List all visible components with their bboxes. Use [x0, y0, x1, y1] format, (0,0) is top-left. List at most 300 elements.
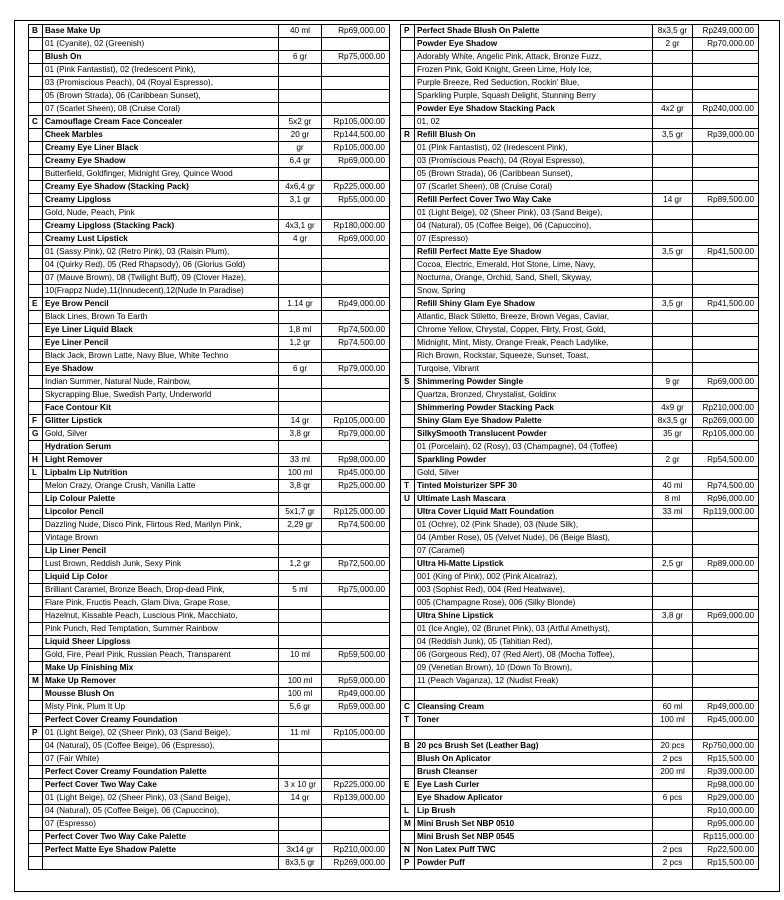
table-row	[29, 259, 390, 272]
product-price: Rp72,500.00	[322, 558, 390, 571]
table-row	[401, 766, 759, 779]
product-name: Pink Punch, Red Temptation, Summer Rainbow	[43, 623, 279, 636]
table-row	[29, 597, 390, 610]
product-size	[653, 675, 693, 688]
index-letter	[29, 506, 43, 519]
table-row	[401, 64, 759, 77]
index-letter: L	[401, 805, 415, 818]
index-letter	[401, 38, 415, 51]
product-size: 60 ml	[653, 701, 693, 714]
product-name: Black Jack, Brown Latte, Navy Blue, White Techno	[43, 350, 279, 363]
table-row	[29, 493, 390, 506]
product-name: Shimmering Powder Stacking Pack	[415, 402, 653, 415]
product-name: Glitter Lipstick	[43, 415, 279, 428]
product-size	[279, 740, 322, 753]
product-name: 01 (Cyanite), 02 (Greenish)	[43, 38, 279, 51]
index-letter	[29, 805, 43, 818]
product-size	[653, 441, 693, 454]
table-row	[29, 623, 390, 636]
product-price: Rp105,000.00	[322, 727, 390, 740]
index-letter	[401, 155, 415, 168]
product-price	[693, 532, 759, 545]
table-row	[29, 77, 390, 90]
product-name: Powder Puff	[415, 857, 653, 870]
product-price	[693, 584, 759, 597]
product-size: 4x2 gr	[653, 103, 693, 116]
product-name: Misty Pink, Plum It Up	[43, 701, 279, 714]
product-name: Lipcolor Pencil	[43, 506, 279, 519]
index-letter: B	[29, 25, 43, 38]
index-letter	[29, 181, 43, 194]
product-name: Shiny Glam Eye Shadow Palette	[415, 415, 653, 428]
product-size	[653, 350, 693, 363]
index-letter	[401, 259, 415, 272]
table-row	[401, 116, 759, 129]
product-name: Eye Shadow Aplicator	[415, 792, 653, 805]
index-letter	[401, 662, 415, 675]
product-size: gr	[279, 142, 322, 155]
table-row	[401, 779, 759, 792]
product-size: 2,5 gr	[653, 558, 693, 571]
product-price	[322, 571, 390, 584]
product-size: 10 ml	[279, 649, 322, 662]
spacer-row	[401, 688, 759, 701]
product-price: Rp225,000.00	[322, 181, 390, 194]
product-size: 3x14 gr	[279, 844, 322, 857]
product-name	[415, 688, 653, 701]
product-name: 01, 02	[415, 116, 653, 129]
product-price	[322, 168, 390, 181]
index-letter	[401, 90, 415, 103]
product-name: Refill Perfect Cover Two Way Cake	[415, 194, 653, 207]
product-size: 14 gr	[279, 792, 322, 805]
product-size	[653, 623, 693, 636]
index-letter	[29, 272, 43, 285]
product-price	[322, 103, 390, 116]
table-row	[401, 272, 759, 285]
table-row	[29, 363, 390, 376]
product-size	[279, 259, 322, 272]
index-letter	[401, 389, 415, 402]
index-letter	[401, 220, 415, 233]
price-list-left-column	[28, 24, 390, 870]
product-name: Lust Brown, Reddish Junk, Sexy Pink	[43, 558, 279, 571]
product-price	[322, 623, 390, 636]
index-letter	[401, 64, 415, 77]
product-name: 07 (Caramel)	[415, 545, 653, 558]
table-row	[401, 181, 759, 194]
index-letter	[29, 831, 43, 844]
table-row	[29, 441, 390, 454]
product-price	[693, 64, 759, 77]
table-row	[29, 64, 390, 77]
product-price	[322, 376, 390, 389]
product-size	[279, 402, 322, 415]
index-letter	[29, 337, 43, 350]
product-price	[693, 649, 759, 662]
product-price: Rp105,000.00	[693, 428, 759, 441]
product-price: Rp59,000.00	[322, 675, 390, 688]
product-size: 3 x 10 gr	[279, 779, 322, 792]
product-name: 06 (Gorgeous Red), 07 (Red Alert), 08 (Mocha Toffee),	[415, 649, 653, 662]
product-price: Rp75,000.00	[322, 584, 390, 597]
index-letter	[29, 792, 43, 805]
product-name: Non Latex Puff TWC	[415, 844, 653, 857]
table-row	[29, 51, 390, 64]
product-size: 1.14 gr	[279, 298, 322, 311]
product-price	[322, 740, 390, 753]
product-size	[279, 441, 322, 454]
product-price	[322, 597, 390, 610]
product-name: 03 (Promiscious Peach), 04 (Royal Espresso),	[43, 77, 279, 90]
product-size: 8x3,5 gr	[653, 25, 693, 38]
table-row	[29, 272, 390, 285]
product-name: Perfect Matte Eye Shadow Palette	[43, 844, 279, 857]
table-row	[401, 532, 759, 545]
index-letter	[401, 51, 415, 64]
product-size: 8 ml	[653, 493, 693, 506]
index-letter	[401, 506, 415, 519]
product-price: Rp269,000.00	[693, 415, 759, 428]
product-size	[653, 688, 693, 701]
product-size	[279, 272, 322, 285]
table-row	[401, 233, 759, 246]
product-price: Rp105,000.00	[322, 142, 390, 155]
index-letter	[401, 77, 415, 90]
product-size	[653, 116, 693, 129]
product-price	[322, 818, 390, 831]
index-letter	[29, 246, 43, 259]
product-size	[279, 532, 322, 545]
index-letter	[401, 428, 415, 441]
product-size: 4 gr	[279, 233, 322, 246]
index-letter	[401, 324, 415, 337]
product-name: Eye Liner Liquid Black	[43, 324, 279, 337]
product-price	[693, 623, 759, 636]
product-price: Rp89,000.00	[693, 558, 759, 571]
product-price: Rp180,000.00	[322, 220, 390, 233]
index-letter	[401, 441, 415, 454]
product-price: Rp70,000.00	[693, 38, 759, 51]
product-size	[653, 519, 693, 532]
index-letter: T	[401, 714, 415, 727]
index-letter	[29, 285, 43, 298]
table-row	[401, 441, 759, 454]
table-row	[29, 688, 390, 701]
table-row	[401, 337, 759, 350]
product-name: Turqoise, Vibrant	[415, 363, 653, 376]
table-row	[401, 584, 759, 597]
product-size: 2,29 gr	[279, 519, 322, 532]
product-size	[279, 103, 322, 116]
table-row	[29, 545, 390, 558]
product-size	[279, 285, 322, 298]
table-row	[401, 311, 759, 324]
product-size	[653, 181, 693, 194]
table-row	[29, 324, 390, 337]
product-name: Creamy Lipgloss	[43, 194, 279, 207]
index-letter	[29, 402, 43, 415]
product-name: Lip Brush	[415, 805, 653, 818]
index-letter: C	[401, 701, 415, 714]
product-size	[653, 64, 693, 77]
product-size	[279, 168, 322, 181]
index-letter: T	[401, 480, 415, 493]
product-price: Rp115,000.00	[693, 831, 759, 844]
index-letter	[29, 532, 43, 545]
product-price	[322, 389, 390, 402]
product-size: 2 pcs	[653, 857, 693, 870]
index-letter	[29, 90, 43, 103]
index-letter	[29, 688, 43, 701]
index-letter	[401, 142, 415, 155]
table-row	[29, 246, 390, 259]
product-size	[279, 38, 322, 51]
table-row	[29, 532, 390, 545]
table-row	[401, 376, 759, 389]
table-row	[401, 129, 759, 142]
product-price	[693, 363, 759, 376]
product-name: 05 (Brown Strada), 06 (Caribbean Sunset),	[43, 90, 279, 103]
index-letter	[29, 519, 43, 532]
product-size: 3,5 gr	[653, 298, 693, 311]
product-size	[279, 493, 322, 506]
product-name: 07 (Espresso)	[415, 233, 653, 246]
product-name: Adorably White, Angelic Pink, Attack, Bronze Fuzz,	[415, 51, 653, 64]
product-price	[322, 259, 390, 272]
product-name: Ultra Hi-Matte Lipstick	[415, 558, 653, 571]
index-letter	[401, 337, 415, 350]
table-row	[29, 727, 390, 740]
product-size	[653, 51, 693, 64]
index-letter	[29, 753, 43, 766]
table-row	[401, 649, 759, 662]
product-size	[653, 324, 693, 337]
index-letter: P	[29, 727, 43, 740]
product-price	[693, 519, 759, 532]
product-name: 04 (Quirky Red), 05 (Red Rhapsody), 06 (Glorius Gold)	[43, 259, 279, 272]
product-name: Eye Liner Pencil	[43, 337, 279, 350]
table-row	[401, 428, 759, 441]
product-name: Perfect Cover Creamy Foundation	[43, 714, 279, 727]
product-name: Frozen Pink, Gold Knight, Green Lime, Holy Ice,	[415, 64, 653, 77]
product-price: Rp225,000.00	[322, 779, 390, 792]
table-row	[401, 675, 759, 688]
product-price: Rp45,000.00	[693, 714, 759, 727]
product-price: Rp25,000.00	[322, 480, 390, 493]
table-row	[401, 77, 759, 90]
table-row	[29, 454, 390, 467]
table-row	[29, 610, 390, 623]
index-letter	[29, 389, 43, 402]
product-name	[43, 857, 279, 870]
product-size: 6,4 gr	[279, 155, 322, 168]
product-size: 100 ml	[279, 675, 322, 688]
product-price	[693, 207, 759, 220]
product-name: 04 (Reddish Junk), 05 (Tahitian Red),	[415, 636, 653, 649]
index-letter	[29, 701, 43, 714]
product-price	[693, 350, 759, 363]
product-size	[653, 207, 693, 220]
product-price: Rp144,500.00	[322, 129, 390, 142]
index-letter: L	[29, 467, 43, 480]
table-row	[401, 545, 759, 558]
product-size	[279, 623, 322, 636]
product-size	[653, 285, 693, 298]
product-name: 11 (Peach Vaganza), 12 (Nudist Freak)	[415, 675, 653, 688]
table-row	[29, 766, 390, 779]
product-size	[279, 77, 322, 90]
product-price	[693, 545, 759, 558]
product-name: Toner	[415, 714, 653, 727]
product-name: 04 (Natural), 05 (Coffee Beige), 06 (Espresso),	[43, 740, 279, 753]
index-letter	[401, 207, 415, 220]
product-size	[653, 597, 693, 610]
product-size: 2 pcs	[653, 753, 693, 766]
product-name: Hydration Serum	[43, 441, 279, 454]
product-name: Creamy Eye Shadow (Stacking Pack)	[43, 181, 279, 194]
product-price: Rp139,000.00	[322, 792, 390, 805]
product-price	[322, 610, 390, 623]
product-name: 01 (Ice Angle), 02 (Brunet Pink), 03 (Artful Amethyst),	[415, 623, 653, 636]
product-price: Rp74,500.00	[322, 519, 390, 532]
product-name: Flare Pink, Fructis Peach, Glam Diva, Grape Rose,	[43, 597, 279, 610]
product-name: Gold, Silver	[415, 467, 653, 480]
product-name: Brush Cleanser	[415, 766, 653, 779]
product-size: 3,5 gr	[653, 246, 693, 259]
product-price: Rp49,000.00	[693, 701, 759, 714]
product-size: 2 gr	[653, 38, 693, 51]
product-size	[653, 584, 693, 597]
table-row	[29, 480, 390, 493]
table-row	[29, 142, 390, 155]
table-row	[29, 740, 390, 753]
product-name: Base Make Up	[43, 25, 279, 38]
product-name: Midnight, Mint, Misty, Orange Freak, Peach Ladylike,	[415, 337, 653, 350]
product-size	[653, 805, 693, 818]
product-name: Atlantic, Black Stiletto, Breeze, Brown Vegas, Caviar,	[415, 311, 653, 324]
product-name: Chrome Yellow, Chrystal, Copper, Flirty, Frost, Gold,	[415, 324, 653, 337]
product-name: Creamy Eye Liner Black	[43, 142, 279, 155]
product-name: 01 (Ochre), 02 (Pink Shade), 03 (Nude Silk),	[415, 519, 653, 532]
product-price	[693, 259, 759, 272]
index-letter	[401, 454, 415, 467]
table-row	[401, 194, 759, 207]
table-row	[29, 779, 390, 792]
product-name: 07 (Espresso)	[43, 818, 279, 831]
product-size: 5 ml	[279, 584, 322, 597]
product-name: 05 (Brown Strada), 06 (Caribbean Sunset),	[415, 168, 653, 181]
table-row	[401, 259, 759, 272]
product-price: Rp74,500.00	[693, 480, 759, 493]
table-row	[401, 740, 759, 753]
table-row	[29, 103, 390, 116]
index-letter	[29, 155, 43, 168]
product-size: 40 ml	[653, 480, 693, 493]
product-size	[653, 389, 693, 402]
table-row	[29, 844, 390, 857]
product-price	[322, 64, 390, 77]
product-name: Refill Perfect Matte Eye Shadow	[415, 246, 653, 259]
table-row	[29, 805, 390, 818]
index-letter	[29, 623, 43, 636]
index-letter: R	[401, 129, 415, 142]
table-row	[29, 194, 390, 207]
index-letter	[29, 220, 43, 233]
table-row	[401, 558, 759, 571]
product-price	[322, 246, 390, 259]
index-letter	[29, 597, 43, 610]
product-price	[322, 272, 390, 285]
product-name: Cheek Marbles	[43, 129, 279, 142]
table-row	[401, 454, 759, 467]
product-size	[653, 636, 693, 649]
table-row	[29, 467, 390, 480]
product-name: Refill Blush On	[415, 129, 653, 142]
table-row	[29, 90, 390, 103]
product-size: 8x3,5 gr	[279, 857, 322, 870]
product-size: 1,8 ml	[279, 324, 322, 337]
product-name: 07 (Fair White)	[43, 753, 279, 766]
product-size	[653, 233, 693, 246]
product-name: Snow, Spring	[415, 285, 653, 298]
product-size: 3,8 gr	[279, 480, 322, 493]
product-name: 01 (Porcelain), 02 (Rosy), 03 (Champagne), 04 (Toffee)	[415, 441, 653, 454]
product-name: Gold, Fire, Pearl Pink, Russian Peach, Transparent	[43, 649, 279, 662]
index-letter	[401, 584, 415, 597]
index-letter	[29, 103, 43, 116]
product-name: 005 (Champagne Rose), 006 (Silky Blonde)	[415, 597, 653, 610]
product-name: Liquid Sheer Lipgloss	[43, 636, 279, 649]
product-size	[279, 610, 322, 623]
price-list-right-column	[400, 24, 759, 870]
product-name: Cleansing Cream	[415, 701, 653, 714]
product-price	[693, 571, 759, 584]
index-letter: E	[401, 779, 415, 792]
product-size: 5,6 gr	[279, 701, 322, 714]
index-letter	[29, 441, 43, 454]
index-letter: P	[401, 857, 415, 870]
index-letter	[401, 649, 415, 662]
product-size: 100 ml	[279, 688, 322, 701]
index-letter: F	[29, 415, 43, 428]
product-size: 3,8 gr	[653, 610, 693, 623]
product-size	[279, 311, 322, 324]
product-name: Eye Lash Curler	[415, 779, 653, 792]
table-row	[29, 701, 390, 714]
index-letter: S	[401, 376, 415, 389]
product-price	[322, 285, 390, 298]
product-size	[279, 766, 322, 779]
product-size	[653, 77, 693, 90]
table-row	[401, 389, 759, 402]
table-row	[401, 246, 759, 259]
product-price	[322, 90, 390, 103]
table-row	[401, 753, 759, 766]
index-letter	[29, 363, 43, 376]
table-row	[401, 467, 759, 480]
table-row	[29, 636, 390, 649]
product-price	[693, 441, 759, 454]
product-price: Rp59,000.00	[322, 701, 390, 714]
index-letter	[401, 181, 415, 194]
table-row	[29, 428, 390, 441]
table-row	[401, 701, 759, 714]
table-row	[401, 285, 759, 298]
table-row	[29, 220, 390, 233]
table-row	[29, 311, 390, 324]
index-letter	[29, 818, 43, 831]
